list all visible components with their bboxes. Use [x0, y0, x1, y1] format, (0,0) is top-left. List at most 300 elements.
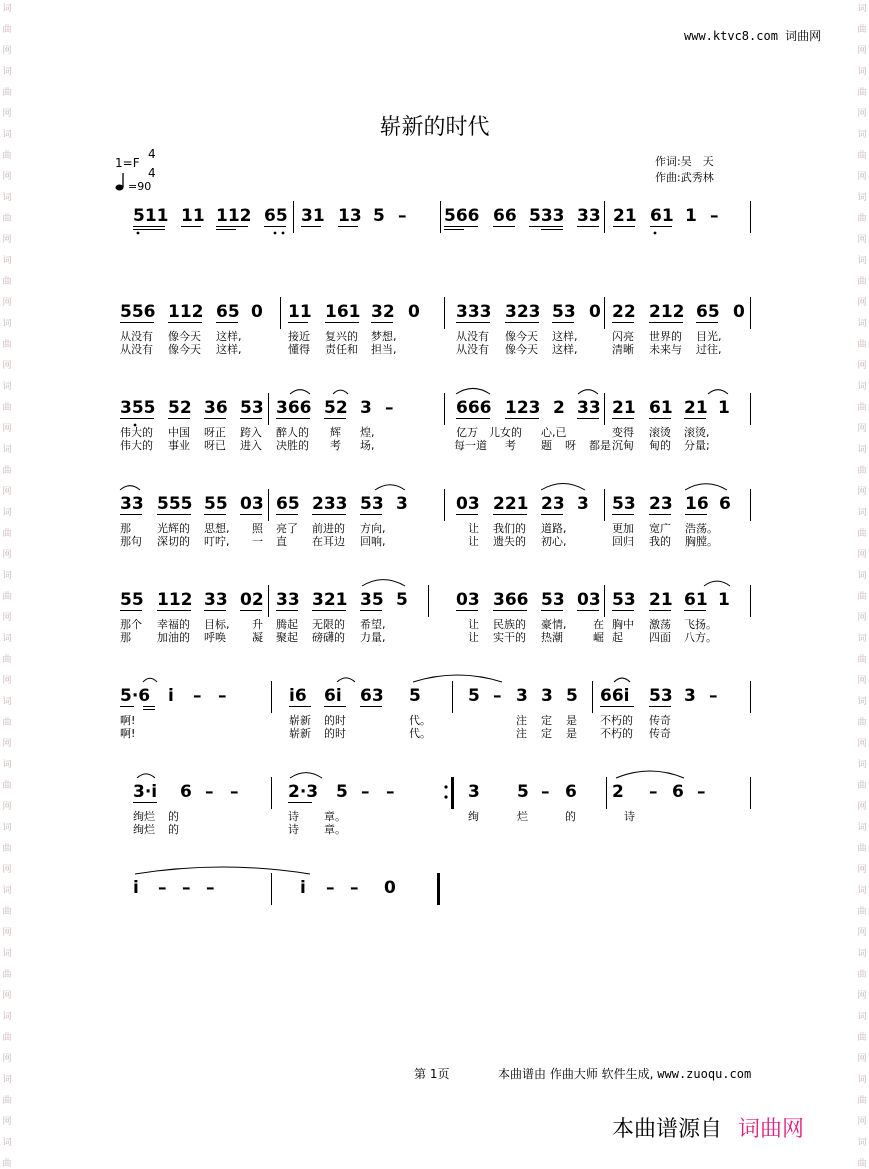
- source-label: 本曲谱源自: [612, 1117, 723, 1142]
- watermark-char: 词: [2, 1075, 12, 1085]
- lyric-verse-2: 从没有: [456, 343, 489, 356]
- lyric-verse-1: 豪情,: [541, 618, 567, 631]
- song-title: 崭新的时代: [379, 115, 490, 140]
- slur-mark: [614, 678, 630, 682]
- generator-url[interactable]: www.zuoqu.com: [657, 1067, 752, 1081]
- lyric-verse-2: 像今天: [168, 343, 201, 356]
- watermark-char: 曲: [2, 403, 12, 413]
- jianpu-note: 66: [493, 206, 517, 226]
- watermark-char: 网: [2, 802, 12, 812]
- watermark-char: 曲: [857, 907, 867, 917]
- jianpu-note: 3: [516, 686, 528, 706]
- watermark-char: 网: [857, 550, 867, 560]
- lyric-verse-1: 那个: [120, 618, 142, 631]
- watermark-char: 曲: [857, 25, 867, 35]
- lyric-verse-2: 崭新: [289, 727, 311, 740]
- lyric-verse-1: 让: [468, 618, 479, 631]
- watermark-char: 词: [857, 697, 867, 707]
- composer-credit: 作曲:武秀林: [655, 171, 714, 184]
- jianpu-note: 366: [493, 590, 529, 610]
- lyric-verse-1: 呀正: [204, 426, 226, 439]
- slur-mark: [413, 675, 502, 682]
- jianpu-note: –: [326, 878, 335, 898]
- site-url-link[interactable]: www.ktvc8.com: [684, 29, 778, 43]
- jianpu-note: 65: [216, 302, 240, 322]
- watermark-char: 曲: [857, 718, 867, 728]
- jianpu-note: 221: [493, 494, 529, 514]
- lyric-verse-1: 闪亮: [612, 330, 634, 343]
- lyric-verse-2: 未来与: [649, 343, 682, 356]
- lyric-verse-1: 光辉的: [157, 522, 190, 535]
- lyric-verse-2: 八方。: [684, 631, 717, 644]
- jianpu-note: i: [300, 878, 306, 898]
- jianpu-note: 556: [120, 302, 156, 322]
- time-signature-top: 4: [148, 147, 156, 161]
- jianpu-note: 11: [288, 302, 312, 322]
- watermark-char: 词: [2, 571, 12, 581]
- jianpu-note: 161: [325, 302, 361, 322]
- jianpu-note: 5: [373, 206, 385, 226]
- lyric-verse-1: 从没有: [456, 330, 489, 343]
- watermark-char: 网: [857, 424, 867, 434]
- watermark-char: 词: [2, 1012, 12, 1022]
- lyric-verse-2: 每一道: [454, 439, 487, 452]
- watermark-char: 网: [857, 676, 867, 686]
- watermark-char: 网: [857, 1117, 867, 1127]
- lyric-verse-2: 定: [541, 727, 552, 740]
- jianpu-note: 53: [612, 494, 636, 514]
- watermark-char: 网: [2, 676, 12, 686]
- time-signature-bottom: 4: [148, 166, 156, 180]
- watermark-char: 词: [857, 319, 867, 329]
- lyric-verse-1: 像今天: [505, 330, 538, 343]
- watermark-char: 曲: [857, 340, 867, 350]
- watermark-char: 词: [857, 1138, 867, 1148]
- watermark-char: 网: [857, 46, 867, 56]
- watermark-char: 曲: [2, 88, 12, 98]
- watermark-char: 曲: [857, 88, 867, 98]
- jianpu-note: 5: [517, 782, 529, 802]
- jianpu-note: 52: [168, 398, 192, 418]
- lyric-verse-1: 激荡: [649, 618, 671, 631]
- watermark-char: 曲: [2, 1033, 12, 1043]
- jianpu-note: i6: [289, 686, 307, 706]
- jianpu-note: –: [206, 878, 215, 898]
- lyric-verse-2: 力量,: [360, 631, 386, 644]
- jianpu-note: 3: [360, 398, 372, 418]
- watermark-char: 曲: [2, 529, 12, 539]
- lyric-verse-1: 伟大的: [120, 426, 153, 439]
- key-signature: 1=F: [115, 156, 140, 170]
- lyric-verse-1: 希望,: [360, 618, 386, 631]
- lyric-verse-2: 凝: [252, 631, 263, 644]
- jianpu-note: 3: [541, 686, 553, 706]
- jianpu-note: 52: [324, 398, 348, 418]
- watermark-char: 词: [857, 508, 867, 518]
- jianpu-note: 5: [566, 686, 578, 706]
- lyric-verse-2: 诗: [288, 823, 299, 836]
- watermark-char: 曲: [2, 1096, 12, 1106]
- lyric-verse-1: 复兴的: [325, 330, 358, 343]
- watermark-char: 词: [857, 130, 867, 140]
- lyric-verse-2: 决胜的: [276, 439, 309, 452]
- lyric-verse-2: 啊!: [120, 727, 136, 740]
- lyric-verse-2: 的时: [324, 727, 346, 740]
- watermark-char: 词: [2, 760, 12, 770]
- slur-mark: [337, 678, 355, 682]
- watermark-char: 词: [2, 886, 12, 896]
- jianpu-note: 0: [384, 878, 396, 898]
- jianpu-note: 3: [396, 494, 408, 514]
- lyric-verse-2: 让: [468, 631, 479, 644]
- lyric-verse-2: 加油的: [157, 631, 190, 644]
- jianpu-note: 65: [696, 302, 720, 322]
- watermark-char: 词: [857, 949, 867, 959]
- jianpu-note: 0: [733, 302, 745, 322]
- jianpu-note: 23: [649, 494, 673, 514]
- repeat-dot: [444, 785, 447, 788]
- jianpu-note: 355: [120, 398, 156, 418]
- jianpu-note: 2·3: [288, 782, 319, 802]
- lyric-verse-1: 亮了: [276, 522, 298, 535]
- lyric-verse-1: 绚烂: [133, 810, 155, 823]
- lyric-verse-2: 直: [276, 535, 287, 548]
- jianpu-note: 02: [240, 590, 264, 610]
- watermark-char: 网: [857, 487, 867, 497]
- watermark-char: 网: [2, 991, 12, 1001]
- jianpu-note: 3·i: [133, 782, 158, 802]
- lyric-verse-2: 事业: [168, 439, 190, 452]
- lyric-verse-1: 的: [168, 810, 179, 823]
- jianpu-note: 6i: [324, 686, 342, 706]
- jianpu-note: –: [709, 686, 718, 706]
- jianpu-note: 61: [684, 590, 708, 610]
- watermark-char: 网: [857, 991, 867, 1001]
- lyric-verse-1: 照: [252, 522, 263, 535]
- lyric-verse-1: 辉: [330, 426, 341, 439]
- jianpu-note: 0: [408, 302, 420, 322]
- lyric-verse-1: 方向,: [360, 522, 386, 535]
- lyric-verse-2: 进入: [240, 439, 262, 452]
- lyric-verse-1: 中国: [168, 426, 190, 439]
- lyric-verse-2: 的: [168, 823, 179, 836]
- lyric-verse-2: 清晰: [612, 343, 634, 356]
- watermark-char: 词: [2, 508, 12, 518]
- watermark-char: 词: [857, 445, 867, 455]
- lyric-verse-2: 胸膛。: [685, 535, 718, 548]
- jianpu-note: 1: [718, 590, 730, 610]
- slur-mark: [708, 390, 728, 394]
- jianpu-note: 53: [541, 590, 565, 610]
- jianpu-note: 03: [577, 590, 601, 610]
- jianpu-note: 33: [577, 398, 601, 418]
- lyric-verse-1: 儿女的: [489, 426, 522, 439]
- watermark-char: 网: [2, 1054, 12, 1064]
- slur-mark: [143, 678, 157, 682]
- watermark-char: 网: [857, 235, 867, 245]
- watermark-char: 词: [2, 823, 12, 833]
- watermark-char: 网: [2, 1117, 12, 1127]
- jianpu-note: 6: [180, 782, 192, 802]
- jianpu-note: 53: [360, 494, 384, 514]
- watermark-char: 曲: [2, 781, 12, 791]
- jianpu-note: 1: [685, 206, 697, 226]
- slur-mark: [290, 390, 310, 394]
- watermark-char: 词: [857, 193, 867, 203]
- watermark-char: 曲: [2, 25, 12, 35]
- jianpu-note: 31: [301, 206, 325, 226]
- watermark-char: 网: [2, 487, 12, 497]
- jianpu-note: –: [493, 686, 502, 706]
- watermark-char: 曲: [2, 151, 12, 161]
- watermark-char: 网: [857, 928, 867, 938]
- lyric-verse-1: 浩荡。: [685, 522, 718, 535]
- jianpu-note: –: [182, 878, 191, 898]
- lyric-verse-1: 思想,: [204, 522, 230, 535]
- jianpu-note: 333: [456, 302, 492, 322]
- lyric-verse-1: 注: [516, 714, 527, 727]
- lyric-verse-1: 的: [565, 810, 576, 823]
- lyric-verse-1: 民族的: [493, 618, 526, 631]
- lyric-verse-2: 那句: [120, 535, 142, 548]
- jianpu-note: 21: [684, 398, 708, 418]
- jianpu-note: 11: [181, 206, 205, 226]
- slur-mark: [685, 484, 727, 490]
- jianpu-note: 53: [649, 686, 673, 706]
- watermark-char: 词: [857, 4, 867, 14]
- lyric-verse-2: 分量;: [684, 439, 710, 452]
- generator-text: 本曲谱由 作曲大师 软件生成,: [498, 1067, 654, 1081]
- lyric-verse-1: 定: [541, 714, 552, 727]
- jianpu-note: 16: [685, 494, 709, 514]
- jianpu-note: –: [385, 398, 394, 418]
- lyric-verse-1: 滚烫: [649, 426, 671, 439]
- watermark-char: 曲: [857, 781, 867, 791]
- jianpu-note: 323: [505, 302, 541, 322]
- lyric-verse-2: 不朽的: [600, 727, 633, 740]
- jianpu-note: 61: [650, 206, 674, 226]
- jianpu-note: 2: [612, 782, 624, 802]
- slur-mark: [290, 773, 322, 778]
- jianpu-note: 533: [529, 206, 565, 226]
- lyric-verse-1: 那: [120, 522, 131, 535]
- slur-mark: [541, 484, 585, 490]
- watermark-char: 词: [857, 1075, 867, 1085]
- watermark-char: 网: [2, 424, 12, 434]
- lyric-verse-1: 幸福的: [157, 618, 190, 631]
- watermark-char: 网: [2, 298, 12, 308]
- lyric-verse-2: 呼唤: [204, 631, 226, 644]
- lyric-verse-2: 回响,: [360, 535, 386, 548]
- watermark-char: 词: [2, 319, 12, 329]
- jianpu-note: 53: [552, 302, 576, 322]
- watermark-char: 网: [2, 109, 12, 119]
- watermark-char: 曲: [2, 340, 12, 350]
- lyric-verse-1: 啊!: [120, 714, 136, 727]
- slur-mark: [135, 867, 310, 874]
- lyric-verse-2: 让: [468, 535, 479, 548]
- watermark-char: 词: [2, 193, 12, 203]
- watermark-char: 曲: [857, 403, 867, 413]
- jianpu-note: 21: [649, 590, 673, 610]
- watermark-char: 词: [2, 130, 12, 140]
- watermark-char: 曲: [2, 592, 12, 602]
- jianpu-note: 36: [204, 398, 228, 418]
- lyricist-credit: 作词:吴 天: [655, 155, 714, 168]
- slur-mark: [137, 774, 155, 778]
- jianpu-note: –: [350, 878, 359, 898]
- slur-mark: [456, 388, 490, 394]
- jianpu-note: –: [697, 782, 706, 802]
- lyric-verse-2: 聚起: [276, 631, 298, 644]
- watermark-char: 词: [2, 1138, 12, 1148]
- jianpu-note: 03: [240, 494, 264, 514]
- watermark-char: 曲: [857, 277, 867, 287]
- jianpu-note: 33: [577, 206, 601, 226]
- jianpu-note: –: [541, 782, 550, 802]
- jianpu-note: 0: [589, 302, 601, 322]
- low-octave-dot: [134, 424, 137, 427]
- watermark-char: 网: [857, 1054, 867, 1064]
- watermark-char: 网: [2, 361, 12, 371]
- watermark-char: 曲: [857, 1033, 867, 1043]
- jianpu-note: 03: [456, 494, 480, 514]
- lyric-verse-2: 初心,: [541, 535, 567, 548]
- slur-mark: [616, 771, 684, 778]
- jianpu-note: 65: [276, 494, 300, 514]
- watermark-char: 曲: [857, 592, 867, 602]
- watermark-char: 网: [2, 613, 12, 623]
- lyric-verse-1: 我们的: [493, 522, 526, 535]
- slur-mark: [120, 486, 140, 490]
- lyric-verse-1: 让: [468, 522, 479, 535]
- watermark-char: 网: [857, 739, 867, 749]
- jianpu-note: 321: [312, 590, 348, 610]
- watermark-char: 词: [2, 634, 12, 644]
- lyric-verse-2: 这样,: [552, 343, 578, 356]
- jianpu-note: 66i: [600, 686, 630, 706]
- lyric-verse-2: 都是: [589, 439, 611, 452]
- lyric-verse-1: 是: [566, 714, 577, 727]
- lyric-verse-2: 注: [516, 727, 527, 740]
- watermark-char: 网: [2, 928, 12, 938]
- jianpu-note: 666: [456, 398, 492, 418]
- lyric-verse-1: 胸中: [612, 618, 634, 631]
- jianpu-note: 03: [456, 590, 480, 610]
- watermark-char: 词: [2, 949, 12, 959]
- jianpu-note: –: [361, 782, 370, 802]
- watermark-char: 网: [857, 865, 867, 875]
- jianpu-note: 63: [360, 686, 384, 706]
- watermark-char: 曲: [2, 277, 12, 287]
- lyric-verse-1: 世界的: [649, 330, 682, 343]
- watermark-char: 网: [857, 172, 867, 182]
- lyric-verse-2: 担当,: [371, 343, 397, 356]
- watermark-char: 网: [2, 172, 12, 182]
- lyric-verse-2: 是: [566, 727, 577, 740]
- jianpu-note: 21: [613, 206, 637, 226]
- lyric-verse-1: 腾起: [276, 618, 298, 631]
- jianpu-note: 123: [505, 398, 541, 418]
- watermark-char: 词: [2, 4, 12, 14]
- jianpu-note: 555: [157, 494, 193, 514]
- jianpu-note: –: [218, 686, 227, 706]
- watermark-char: 词: [857, 256, 867, 266]
- jianpu-note: 3: [684, 686, 696, 706]
- lyric-verse-1: 更加: [612, 522, 634, 535]
- lyric-verse-1: 亿万: [456, 426, 478, 439]
- lyric-verse-2: 题: [541, 439, 552, 452]
- lyric-verse-1: 滚烫,: [684, 426, 710, 439]
- lyric-verse-1: 心,已: [541, 426, 567, 439]
- watermark-char: 网: [857, 802, 867, 812]
- watermark-char: 曲: [857, 151, 867, 161]
- lyric-verse-2: 过往,: [696, 343, 722, 356]
- lyric-verse-2: 叮咛,: [204, 535, 230, 548]
- jianpu-note: 33: [120, 494, 144, 514]
- watermark-char: 曲: [857, 1159, 867, 1169]
- watermark-char: 曲: [857, 214, 867, 224]
- lyric-verse-2: 章。: [324, 823, 346, 836]
- jianpu-note: 3: [577, 494, 589, 514]
- jianpu-note: 21: [612, 398, 636, 418]
- jianpu-note: –: [386, 782, 395, 802]
- jianpu-note: 233: [312, 494, 348, 514]
- lyric-verse-2: 呀: [565, 439, 576, 452]
- lyric-verse-1: 煌,: [360, 426, 375, 439]
- watermark-char: 曲: [857, 655, 867, 665]
- lyric-verse-1: 梦想,: [371, 330, 397, 343]
- lyric-verse-2: 考: [330, 439, 341, 452]
- lyric-verse-1: 烂: [517, 810, 528, 823]
- jianpu-note: 5: [468, 686, 480, 706]
- watermark-char: 曲: [2, 655, 12, 665]
- jianpu-note: –: [158, 878, 167, 898]
- watermark-char: 网: [2, 235, 12, 245]
- lyric-verse-1: 前进的: [312, 522, 345, 535]
- lyric-verse-1: 像今天: [168, 330, 201, 343]
- site-name: 词曲网: [785, 29, 822, 43]
- watermark-char: 词: [857, 760, 867, 770]
- watermark-char: 曲: [2, 718, 12, 728]
- jianpu-note: 61: [649, 398, 673, 418]
- lyric-verse-2: 呀已: [204, 439, 226, 452]
- jianpu-note: 6: [719, 494, 731, 514]
- lyric-verse-1: 崭新: [289, 714, 311, 727]
- watermark-char: 曲: [2, 970, 12, 980]
- lyric-verse-1: 从没有: [120, 330, 153, 343]
- lyric-verse-2: 伟大的: [120, 439, 153, 452]
- watermark-char: 网: [857, 298, 867, 308]
- jianpu-note: 1: [718, 398, 730, 418]
- watermark-char: 词: [857, 1012, 867, 1022]
- lyric-verse-2: 四面: [649, 631, 671, 644]
- watermark-char: 网: [2, 550, 12, 560]
- slur-mark: [578, 390, 598, 394]
- watermark-char: 曲: [857, 844, 867, 854]
- source-site[interactable]: 词曲网: [738, 1117, 805, 1142]
- watermark-char: 词: [2, 256, 12, 266]
- lyric-verse-2: 考: [505, 439, 516, 452]
- jianpu-note: –: [398, 206, 407, 226]
- lyric-verse-1: 跨入: [240, 426, 262, 439]
- slur-mark: [333, 390, 348, 394]
- page-number: 第 1页: [414, 1067, 450, 1081]
- jianpu-note: –: [710, 206, 719, 226]
- lyric-verse-2: 一: [252, 535, 263, 548]
- lyric-verse-2: 实干的: [493, 631, 526, 644]
- watermark-char: 网: [2, 739, 12, 749]
